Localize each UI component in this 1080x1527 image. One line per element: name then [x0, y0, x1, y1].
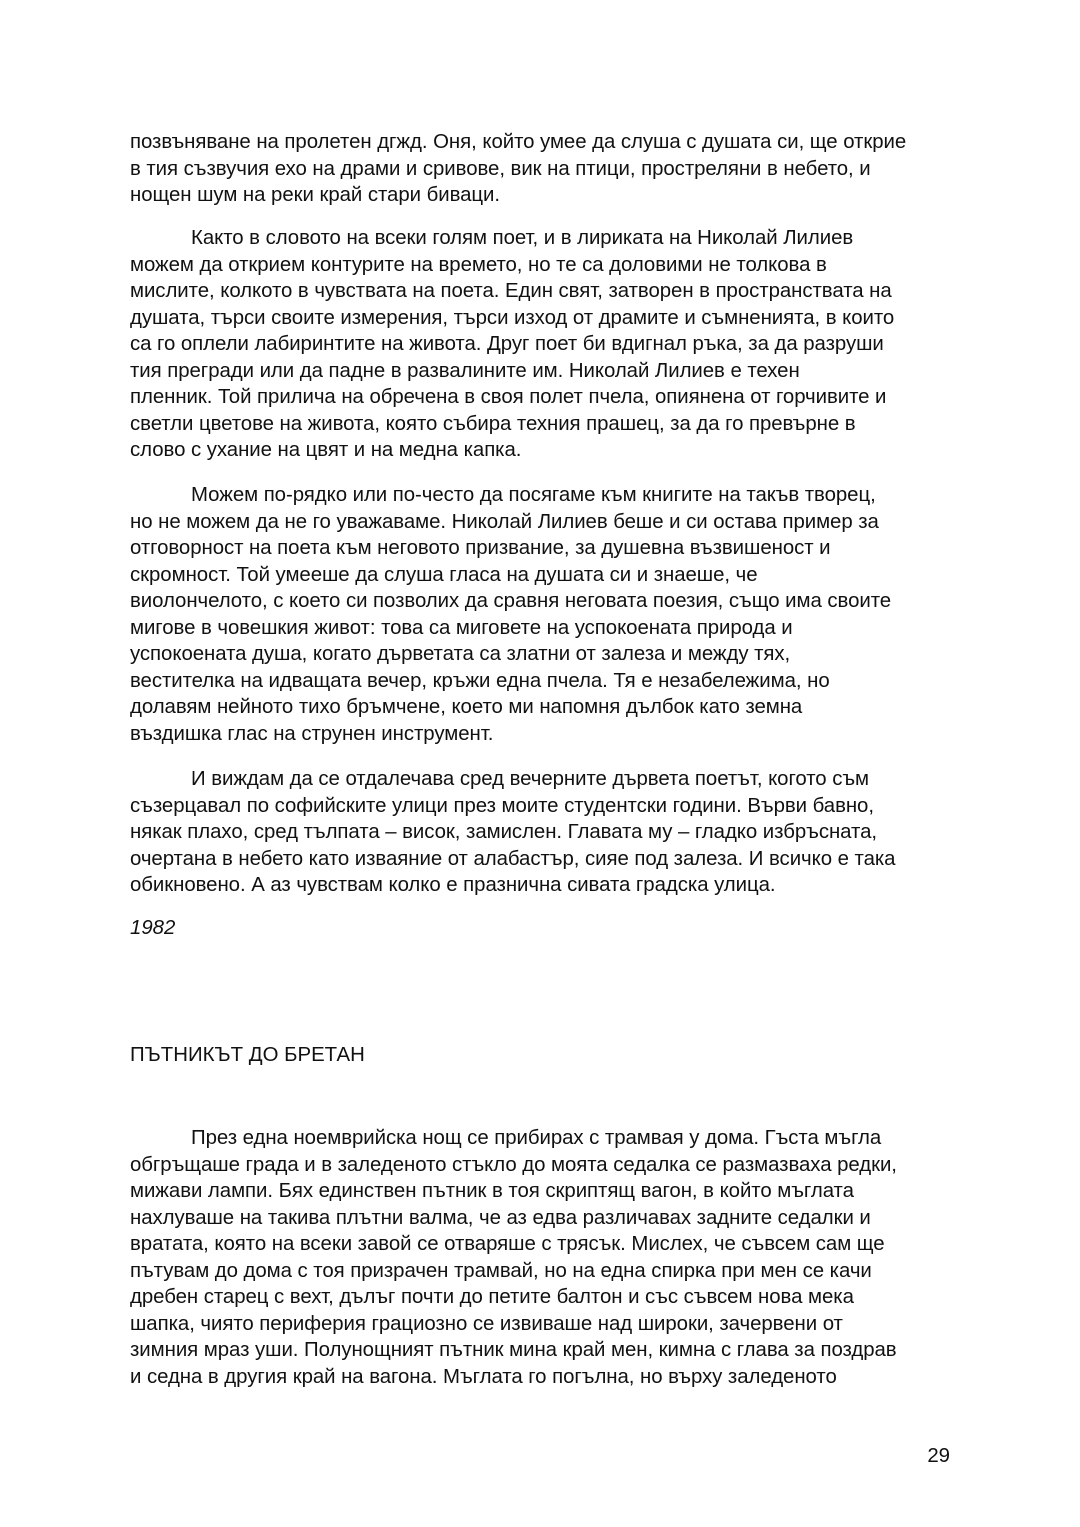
paragraph-line: дребен старец с вехт, дълъг почти до петите балтон и със съвсем нова мека: [130, 1286, 854, 1308]
paragraph-line: мигове в човешкия живот: това са миговете на успокоената природа и: [130, 616, 793, 639]
paragraph-line: И виждам да се отдалечава сред вечерните дървета поетът, когото съм: [191, 768, 870, 790]
paragraph-line: въздишка глас на струнен инструмент.: [130, 722, 494, 745]
paragraph-line: скромност. Той умееше да слуша гласа на душата си и знаеше, че: [130, 563, 758, 586]
page-number: 29: [927, 1445, 950, 1467]
paragraph-line: отговорност на поета към неговото призвание, за душевна възвишеност и: [130, 537, 831, 559]
paragraph-line: Можем по-рядко или по-често да посягаме към книгите на такъв творец,: [191, 484, 876, 506]
paragraph-line: пътувам до дома с тоя призрачен трамвай, но на една спирка при мен се качи: [130, 1259, 872, 1282]
paragraph-line: нощен шум на реки край стари биваци.: [130, 184, 500, 206]
paragraph-line: мислите, колкото в чувствата на поета. Един свят, затворен в пространствата на: [130, 280, 892, 302]
paragraph-line: можем да открием контурите на времето, но те са доловими не толкова в: [130, 253, 827, 276]
paragraph-line: са го оплели лабиринтите на живота. Друг поет би вдигнал ръка, за да разруши: [130, 333, 884, 355]
paragraph-line: мижави лампи. Бях единствен пътник в тоя скриптящ вагон, в който мъглата: [130, 1180, 854, 1202]
paragraph-line: обгръщаше града и в заледеното стъкло до моята седалка се размазваха редки,: [130, 1153, 897, 1176]
paragraph-line: Както в словото на всеки голям поет, и в лириката на Николай Лилиев: [191, 227, 854, 249]
paragraph-line: През една ноемврийска нощ се прибирах с трамвая у дома. Гъста мъгла: [191, 1127, 882, 1149]
paragraph-line: нахлуваше на такива плътни валма, че аз едва различавах задните седалки и: [130, 1206, 871, 1229]
paragraph-line: виолончелото, с което си позволих да сравня неговата поезия, също има своите: [130, 590, 892, 612]
paragraph-line: шапка, чиято периферия грациозно се извиваше над широки, зачервени от: [130, 1312, 843, 1335]
paragraph-line: но не можем да не го уважаваме. Николай Лилиев беше и си остава пример за: [130, 510, 879, 533]
paragraph-line: някак плахо, сред тълпата – висок, замислен. Главата му – гладко избръсната,: [130, 821, 877, 843]
section-heading: ПЪТНИКЪТ ДО БРЕТАН: [130, 1044, 365, 1066]
paragraph-line: вестителка на идващата вечер, кръжи една пчела. Тя е незабележима, но: [130, 669, 830, 692]
paragraph-line: обикновено. А аз чувствам колко е празнична сивата градска улица.: [130, 874, 776, 896]
year-note: 1982: [130, 917, 176, 939]
paragraph-1: [130, 129, 960, 209]
paragraph-line: и седна в другия край на вагона. Мъглата го погълна, но върху заледеното: [130, 1365, 837, 1388]
paragraph-line: светли цветове на живота, която събира техния прашец, за да го превърне в: [130, 412, 856, 435]
paragraph-line: пленник. Той прилича на обречена в своя полет пчела, опиянена от горчивите и: [130, 386, 887, 408]
paragraph-line: тия прегради или да падне в развалините им. Николай Лилиев е техен: [130, 359, 800, 382]
paragraph-2: [130, 225, 960, 464]
paragraph-line: душата, търси своите измерения, търси изход от драмите и съмненията, в които: [130, 306, 895, 329]
paragraph-line: в тия съзвучия ехо на драми и сривове, вик на птици, простреляни в небето, и: [130, 157, 871, 180]
paragraph-line: слово с ухание на цвят и на медна капка.: [130, 439, 522, 461]
paragraph-3: [130, 482, 960, 747]
paragraph-4: [130, 766, 960, 899]
paragraph-line: зимния мраз уши. Полунощният пътник мина край мен, кимна с глава за поздрав: [130, 1339, 897, 1361]
paragraph-line: успокоената душа, когато дърветата са златни от залеза и между тях,: [130, 643, 791, 665]
paragraph-line: долавям нейното тихо бръмчене, което ми напомня дълбок като земна: [130, 696, 803, 718]
paragraph-line: съзерцавал по софийските улици през моите студентски години. Върви бавно,: [130, 794, 874, 817]
story-paragraph: [130, 1125, 960, 1390]
paragraph-line: очертана в небето като изваяние от алабастър, сияе под залеза. И всичко е така: [130, 847, 896, 870]
paragraph-line: вратата, която на всеки завой се отваряше с трясък. Мислех, че съвсем сам ще: [130, 1233, 885, 1255]
paragraph-line: позвъняване на пролетен дгжд. Оня, който умее да слуша с душата си, ще открие: [130, 131, 907, 153]
